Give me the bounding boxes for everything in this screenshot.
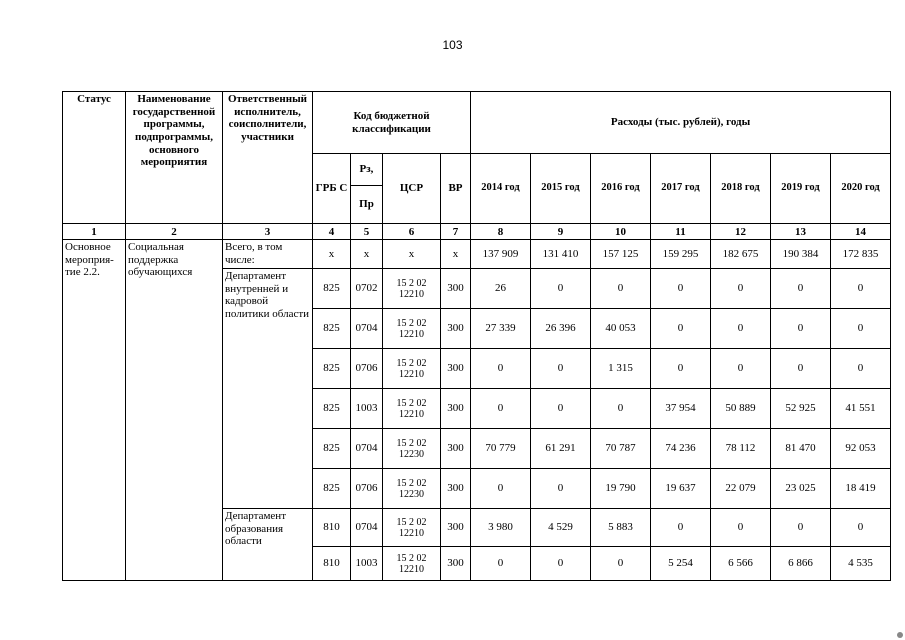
table-cell: 70 787 bbox=[591, 429, 651, 469]
column-number: 3 bbox=[223, 224, 313, 240]
column-number: 1 bbox=[63, 224, 126, 240]
table-cell: 70 779 bbox=[471, 429, 531, 469]
header-status: Статус bbox=[63, 92, 126, 224]
table-cell: 172 835 bbox=[831, 240, 891, 269]
executor-total-cell: Всего, в том числе: bbox=[223, 240, 313, 269]
header-expenses: Расходы (тыс. рублей), годы bbox=[471, 92, 891, 154]
table-cell: 0704 bbox=[351, 309, 383, 349]
header-year: 2020 год bbox=[831, 154, 891, 224]
table-cell: 15 2 02 12210 bbox=[383, 509, 441, 547]
table-cell: 0 bbox=[651, 349, 711, 389]
table-cell: 0 bbox=[711, 349, 771, 389]
table-cell: 4 529 bbox=[531, 509, 591, 547]
table-cell: 0702 bbox=[351, 269, 383, 309]
table-cell: 15 2 02 12210 bbox=[383, 349, 441, 389]
table-cell: 18 419 bbox=[831, 469, 891, 509]
table-cell: 0 bbox=[831, 309, 891, 349]
table-cell: 3 980 bbox=[471, 509, 531, 547]
column-number: 12 bbox=[711, 224, 771, 240]
header-vr: ВР bbox=[441, 154, 471, 224]
table-cell: 300 bbox=[441, 429, 471, 469]
table-cell: 0 bbox=[831, 509, 891, 547]
table-cell: 1 315 bbox=[591, 349, 651, 389]
table-cell: 825 bbox=[313, 389, 351, 429]
header-budget-code: Код бюджетной классификации bbox=[313, 92, 471, 154]
column-number: 6 bbox=[383, 224, 441, 240]
table-cell: 0 bbox=[831, 349, 891, 389]
table-cell: 27 339 bbox=[471, 309, 531, 349]
table-cell: 41 551 bbox=[831, 389, 891, 429]
column-number-row bbox=[63, 224, 891, 240]
table-cell: 81 470 bbox=[771, 429, 831, 469]
table-cell: 1003 bbox=[351, 547, 383, 581]
table-cell: 825 bbox=[313, 269, 351, 309]
table-cell: 5 254 bbox=[651, 547, 711, 581]
table-cell: 0 bbox=[711, 509, 771, 547]
table-cell: 182 675 bbox=[711, 240, 771, 269]
column-number: 13 bbox=[771, 224, 831, 240]
table-cell: 0 bbox=[771, 349, 831, 389]
header-year: 2014 год bbox=[471, 154, 531, 224]
header-grbs: ГРБ С bbox=[313, 154, 351, 224]
table-cell: 0 bbox=[651, 309, 711, 349]
table-cell: 0704 bbox=[351, 509, 383, 547]
table-cell: 40 053 bbox=[591, 309, 651, 349]
table-cell: 15 2 02 12210 bbox=[383, 309, 441, 349]
table-cell: 300 bbox=[441, 509, 471, 547]
executor-cell: Департамент образования области bbox=[223, 509, 313, 581]
header-year: 2017 год bbox=[651, 154, 711, 224]
table-cell: 23 025 bbox=[771, 469, 831, 509]
table-cell: 1003 bbox=[351, 389, 383, 429]
table-cell: 300 bbox=[441, 269, 471, 309]
table-cell: 5 883 bbox=[591, 509, 651, 547]
table-cell: 0 bbox=[471, 547, 531, 581]
table-cell: 300 bbox=[441, 349, 471, 389]
table-cell: 131 410 bbox=[531, 240, 591, 269]
column-number: 8 bbox=[471, 224, 531, 240]
table-cell: 825 bbox=[313, 309, 351, 349]
column-number: 7 bbox=[441, 224, 471, 240]
status-cell: Основное мероприя-тие 2.2. bbox=[63, 240, 126, 581]
header-year: 2019 год bbox=[771, 154, 831, 224]
table-cell: 810 bbox=[313, 547, 351, 581]
table-cell: 0 bbox=[711, 269, 771, 309]
table-cell: 19 790 bbox=[591, 469, 651, 509]
column-number: 5 bbox=[351, 224, 383, 240]
table-cell: х bbox=[351, 240, 383, 269]
table-cell: 74 236 bbox=[651, 429, 711, 469]
table-cell: 0 bbox=[651, 269, 711, 309]
table-cell: 4 535 bbox=[831, 547, 891, 581]
page-number: 103 bbox=[442, 38, 463, 52]
table-cell: 26 bbox=[471, 269, 531, 309]
table-cell: 0 bbox=[711, 309, 771, 349]
table-cell: 15 2 02 12210 bbox=[383, 547, 441, 581]
header-csr: ЦСР bbox=[383, 154, 441, 224]
table-cell: х bbox=[313, 240, 351, 269]
header-pr: Пр bbox=[351, 186, 383, 224]
table-cell: 0 bbox=[471, 389, 531, 429]
program-name-cell: Социальная поддержка обучающихся bbox=[126, 240, 223, 581]
table-cell: 0 bbox=[831, 269, 891, 309]
table-cell: 0 bbox=[591, 547, 651, 581]
table-cell: 78 112 bbox=[711, 429, 771, 469]
column-number: 14 bbox=[831, 224, 891, 240]
header-program-name: Наименование государственной программы, подпрограммы, основного мероприятия bbox=[126, 92, 223, 224]
table-cell: 0704 bbox=[351, 429, 383, 469]
header-year: 2018 год bbox=[711, 154, 771, 224]
table-cell: 0 bbox=[471, 349, 531, 389]
table-cell: 19 637 bbox=[651, 469, 711, 509]
executor-cell: Департамент внутренней и кадровой политики области bbox=[223, 269, 313, 509]
table-cell: 22 079 bbox=[711, 469, 771, 509]
header-year: 2015 год bbox=[531, 154, 591, 224]
table-cell: 0 bbox=[471, 469, 531, 509]
table-cell: 0 bbox=[651, 509, 711, 547]
table-cell: 825 bbox=[313, 349, 351, 389]
table-cell: 0 bbox=[531, 349, 591, 389]
table-cell: 0 bbox=[591, 269, 651, 309]
table-cell: 300 bbox=[441, 547, 471, 581]
table-cell: 810 bbox=[313, 509, 351, 547]
table-cell: 0706 bbox=[351, 349, 383, 389]
table-cell: 6 866 bbox=[771, 547, 831, 581]
table-cell: 825 bbox=[313, 469, 351, 509]
table-cell: 0 bbox=[531, 469, 591, 509]
column-number: 2 bbox=[126, 224, 223, 240]
table-cell: 0 bbox=[771, 509, 831, 547]
table-cell: 0 bbox=[531, 389, 591, 429]
table-cell: х bbox=[383, 240, 441, 269]
table-cell: 6 566 bbox=[711, 547, 771, 581]
table-cell: 92 053 bbox=[831, 429, 891, 469]
table-cell: 159 295 bbox=[651, 240, 711, 269]
table-cell: 300 bbox=[441, 309, 471, 349]
table-cell: 825 bbox=[313, 429, 351, 469]
column-number: 11 bbox=[651, 224, 711, 240]
table-cell: 61 291 bbox=[531, 429, 591, 469]
table-cell: 157 125 bbox=[591, 240, 651, 269]
table-cell: 37 954 bbox=[651, 389, 711, 429]
table-cell: 52 925 bbox=[771, 389, 831, 429]
table-cell: 300 bbox=[441, 469, 471, 509]
table-cell: 300 bbox=[441, 389, 471, 429]
header-executor: Ответственный исполнитель, соисполнители, участники bbox=[223, 92, 313, 224]
table-cell: 190 384 bbox=[771, 240, 831, 269]
table-row-total bbox=[63, 240, 891, 269]
header-year: 2016 год bbox=[591, 154, 651, 224]
scan-mark bbox=[897, 632, 903, 638]
table-cell: 137 909 bbox=[471, 240, 531, 269]
header-rz: Рз, bbox=[351, 154, 383, 186]
table-cell: 0 bbox=[771, 309, 831, 349]
table-cell: 15 2 02 12230 bbox=[383, 429, 441, 469]
table-cell: 15 2 02 12210 bbox=[383, 389, 441, 429]
column-number: 9 bbox=[531, 224, 591, 240]
table-cell: 15 2 02 12210 bbox=[383, 269, 441, 309]
table-cell: 0 bbox=[591, 389, 651, 429]
column-number: 4 bbox=[313, 224, 351, 240]
table-cell: 50 889 bbox=[711, 389, 771, 429]
table-cell: 0 bbox=[531, 547, 591, 581]
table-cell: 0 bbox=[531, 269, 591, 309]
column-number: 10 bbox=[591, 224, 651, 240]
table-cell: 0 bbox=[771, 269, 831, 309]
table-cell: 26 396 bbox=[531, 309, 591, 349]
table-cell: х bbox=[441, 240, 471, 269]
table-cell: 15 2 02 12230 bbox=[383, 469, 441, 509]
budget-table bbox=[62, 91, 891, 581]
table-cell: 0706 bbox=[351, 469, 383, 509]
